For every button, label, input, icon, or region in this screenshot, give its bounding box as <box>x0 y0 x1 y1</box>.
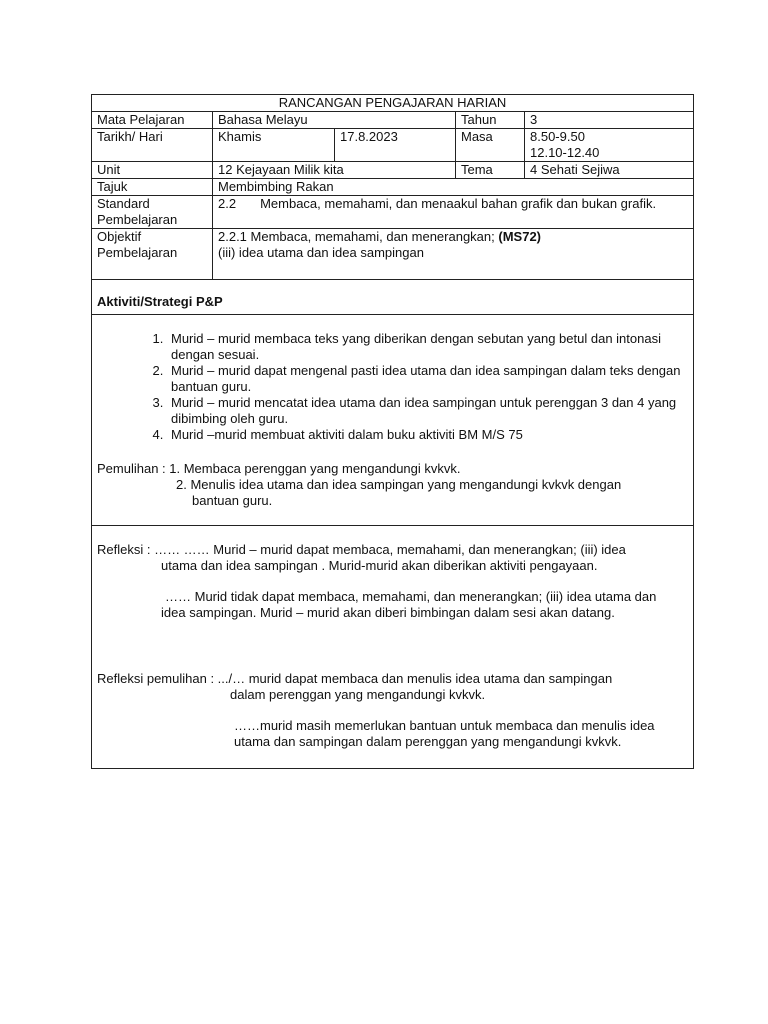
pemulihan-block <box>97 461 688 509</box>
standard-text: Membaca, memahami, dan menaakul bahan grafik dan bukan grafik. <box>260 196 657 211</box>
objektif-text: 2.2.1 Membaca, memahami, dan menerangkan; <box>218 229 495 244</box>
refleksi-pemulihan-2-line1: ……murid masih memerlukan bantuan untuk membaca dan menulis idea <box>234 718 655 733</box>
tema-label: Tema <box>456 162 525 179</box>
subject-row <box>92 112 694 129</box>
aktiviti-heading-row <box>92 280 694 315</box>
aktiviti-item-1: 1. Murid – murid membaca teks yang diberikan dengan sebutan yang betul dan intonasi dengan sesuai. <box>167 331 688 363</box>
objektif-page-ref: (MS72) <box>498 229 542 244</box>
document-title: RANCANGAN PENGAJARAN HARIAN <box>92 95 694 112</box>
refleksi-pemulihan-1-line2: dalam perenggan yang mengandungi kvkvk. <box>230 687 486 702</box>
refleksi-1-line1: Refleksi : …… …… Murid – murid dapat membaca, memahami, dan menerangkan; (iii) idea <box>97 542 626 557</box>
masa-label: Masa <box>456 129 525 162</box>
aktiviti-heading: Aktiviti/Strategi P&P <box>92 280 694 315</box>
tajuk-row <box>92 179 694 196</box>
unit-row <box>92 162 694 179</box>
tahun-label: Tahun <box>456 112 525 129</box>
unit-label: Unit <box>92 162 213 179</box>
masa-slot-2: 12.10-12.40 <box>530 145 600 160</box>
objektif-line2: (iii) idea utama dan idea sampingan <box>218 245 424 260</box>
objektif-row <box>92 229 694 280</box>
refleksi-1-line2: utama dan idea sampingan . Murid-murid akan diberikan aktiviti pengayaan. <box>161 558 598 573</box>
aktiviti-row <box>92 315 694 526</box>
aktiviti-item-2: 2. Murid – murid dapat mengenal pasti idea utama dan idea sampingan dalam teks dengan bantuan guru. <box>167 363 688 395</box>
standard-label-line1: Standard <box>97 196 150 211</box>
tarikh-label: Tarikh/ Hari <box>92 129 213 162</box>
refleksi-pemulihan-1-line1: Refleksi pemulihan : .../… murid dapat membaca dan menulis idea utama dan sampingan <box>97 671 613 686</box>
tema-value: 4 Sehati Sejiwa <box>525 162 694 179</box>
date-row <box>92 129 694 162</box>
objektif-label <box>92 229 213 280</box>
aktiviti-item-3: 3. Murid – murid mencatat idea utama dan idea sampingan untuk perenggan 3 dan 4 yang dibimbing oleh guru. <box>167 395 688 427</box>
pemulihan-line-3: bantuan guru. <box>192 493 273 508</box>
objektif-label-line1: Objektif <box>97 229 142 244</box>
unit-value: 12 Kejayaan Milik kita <box>213 162 456 179</box>
standard-label <box>92 196 213 229</box>
hari-value: Khamis <box>213 129 335 162</box>
refleksi-2-line1: …… Murid tidak dapat membaca, memahami, dan menerangkan; (iii) idea utama dan <box>165 589 657 604</box>
pemulihan-line-1: Pemulihan : 1. Membaca perenggan yang mengandungi kvkvk. <box>97 461 461 476</box>
objektif-value <box>213 229 694 280</box>
aktiviti-list <box>97 331 688 443</box>
masa-slot-1: 8.50-9.50 <box>530 129 585 144</box>
objektif-label-line2: Pembelajaran <box>97 245 178 260</box>
masa-value <box>525 129 694 162</box>
standard-label-line2: Pembelajaran <box>97 212 178 227</box>
lesson-plan-table <box>91 94 694 769</box>
aktiviti-box <box>92 315 694 526</box>
refleksi-row <box>92 526 694 769</box>
mata-pelajaran-value: Bahasa Melayu <box>213 112 456 129</box>
refleksi-pemulihan-2-line2: utama dan sampingan dalam perenggan yang mengandungi kvkvk. <box>234 734 622 749</box>
mata-pelajaran-label: Mata Pelajaran <box>92 112 213 129</box>
tajuk-value: Membimbing Rakan <box>213 179 694 196</box>
title-row <box>92 95 694 112</box>
standard-value <box>213 196 694 229</box>
tahun-value: 3 <box>525 112 694 129</box>
standard-row <box>92 196 694 229</box>
standard-code: 2.2 <box>218 196 237 211</box>
tarikh-value: 17.8.2023 <box>335 129 456 162</box>
pemulihan-line-2: 2. Menulis idea utama dan idea sampingan yang mengandungi kvkvk dengan <box>176 477 622 492</box>
tajuk-label: Tajuk <box>92 179 213 196</box>
aktiviti-item-4: 4. Murid –murid membuat aktiviti dalam buku aktiviti BM M/S 75 <box>167 427 688 443</box>
refleksi-2-line2: idea sampingan. Murid – murid akan diberi bimbingan dalam sesi akan datang. <box>161 605 615 620</box>
refleksi-box <box>92 526 694 769</box>
objektif-line1 <box>218 229 688 245</box>
